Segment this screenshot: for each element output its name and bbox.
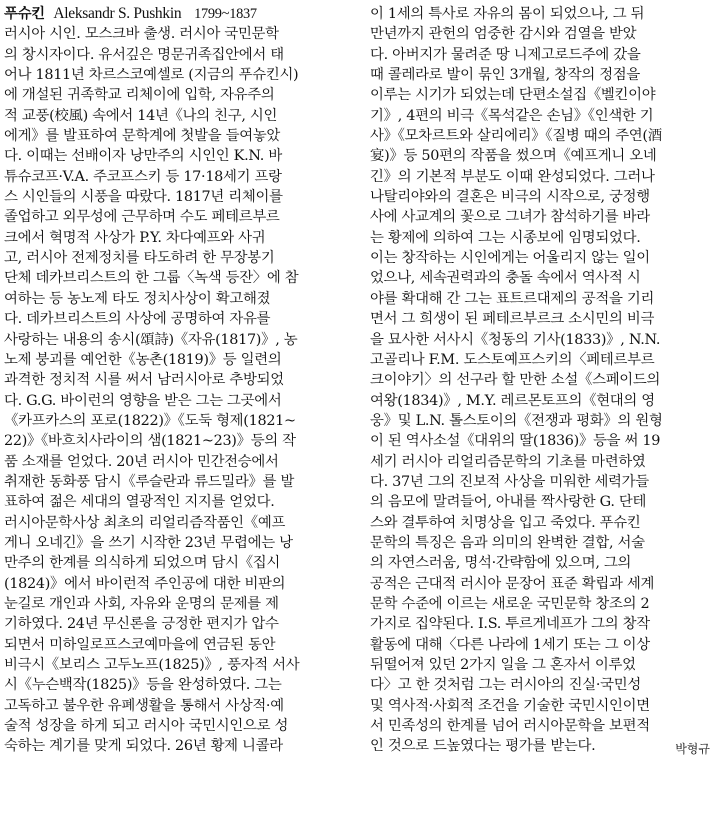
text-line: (1824)》에서 바이런적 주인공에 대한 비판의 [4, 575, 286, 592]
text-line: 다. 아버지가 물려준 땅 니제고로드주에 갔을 [370, 46, 641, 63]
text-line: 여하는 등 농노제 타도 정치사상이 확고해졌 [4, 290, 271, 307]
text-line: 고독하고 불우한 유폐생활을 통해서 사상적·예 [4, 697, 284, 714]
text-line: 만년까지 관헌의 엄중한 감시와 검열을 받았 [370, 26, 637, 43]
text-line: 에 개설된 귀족학교 리체이에 입학, 자유주의 [4, 87, 275, 104]
author-byline: 박형규 [675, 742, 710, 757]
text-line: 문학의 특징은 음과 의미의 완벽한 결합, 서술 [370, 534, 645, 551]
text-line: 이루는 시기가 되었는데 단편소설집《벨킨이야 [370, 87, 656, 104]
text-line: 크이야기〉의 선구라 할 만한 소설《스페이드의 [370, 372, 661, 389]
text-line: 술적 성장을 하게 되고 러시아 국민시인으로 성 [4, 718, 289, 735]
text-line: 적 교풍(校風) 속에서 14년《나의 친구, 시인 [4, 107, 278, 124]
text-line: 숙하는 계기를 맞게 되었다. 26년 황제 니콜라 [4, 738, 283, 755]
text-line: 가지로 집약된다. I.S. 투르게네프가 그의 창작 [370, 616, 650, 633]
text-line: 비극시《보리스 고두노프(1825)》, 풍자적 서사 [4, 657, 300, 673]
text-line: 졸업하고 외무성에 근무하며 수도 페테르부르 [4, 209, 280, 226]
text-line: 을 묘사한 서사시《청동의 기사(1833)》, N.N. [370, 331, 661, 348]
text-line: 러시아 시인. 모스크바 출생. 러시아 국민문학 [4, 26, 279, 43]
text-line: 활동에 대해〈다른 나라에 1세기 또는 그 이상 [370, 636, 650, 653]
text-line: 서 민족성의 한계를 넘어 러시아문학을 보편적 [370, 718, 650, 735]
text-line: 품 소재를 얻었다. 20년 러시아 민간전승에서 [4, 453, 279, 470]
text-line: 다. 37년 그의 진보적 사상을 미워한 세력가들 [370, 473, 649, 490]
text-line: 및 역사적·사회적 조건을 기술한 국민시인이면 [370, 697, 650, 714]
text-line: 스 시인들의 시풍을 따랐다. 1817년 리체이를 [4, 189, 283, 206]
right-column-body [370, 4, 720, 757]
text-line: 되면서 미하일로프스코예마을에 연금된 동안 [4, 636, 276, 653]
text-line: 고, 러시아 전제정치를 타도하려 한 무장봉기 [4, 250, 275, 267]
author-name-english: Aleksandr S. Pushkin [53, 5, 182, 22]
text-line: 공적은 근대적 러시아 문장어 표준 확립과 세계 [370, 575, 655, 592]
text-line: 문학 수준에 이르는 새로운 국민문학 창조의 2 [370, 595, 650, 612]
text-line: 뒤떨어져 있던 2가지 일을 그 혼자서 이루었 [370, 657, 636, 673]
text-line: 다. 데카브리스트의 사상에 공명하여 자유를 [4, 311, 271, 328]
text-line: 사에 사교계의 꽃으로 그녀가 참석하기를 바라 [370, 209, 650, 226]
text-line: 사랑하는 내용의 송시(頌詩)《자유(1817)》, 농 [4, 331, 298, 348]
text-line: 시《누슨백작(1825)》등을 완성하였다. 그는 [4, 677, 282, 694]
right-column [370, 4, 720, 757]
text-line: 세기 러시아 리얼리즘문학의 기초를 마련하였 [370, 453, 646, 470]
text-line: 기》, 4편의 비극《목석같은 손님》《인색한 기 [370, 107, 654, 124]
text-line: 이 1세의 특사로 자유의 몸이 되었으나, 그 뒤 [370, 6, 645, 22]
text-line: 22)》《바흐치사라이의 샘(1821~23)》등의 작 [4, 433, 296, 450]
text-line: 과격한 정치적 시를 써서 남러시아로 추방되었 [4, 372, 284, 389]
text-line: 이는 창작하는 시인에게는 어울리지 않는 일이 [370, 250, 650, 267]
text-line: 이 된 역사소설《대위의 딸(1836)》등을 써 19 [370, 433, 661, 450]
text-line: 기하였다. 24년 무신론을 긍정한 편지가 압수 [4, 616, 279, 633]
text-line: 만주의 한계를 의식하게 되었으며 담시《집시 [4, 555, 281, 572]
text-line: 고골리나 F.M. 도스토예프스키의〈페테르부르 [370, 351, 655, 368]
text-line: 단체 데카브리스트의 한 그룹〈녹색 등잔〉에 참 [4, 270, 299, 287]
text-line: 튜슈코프·V.A. 주코프스키 등 17·18세기 프랑 [4, 168, 282, 185]
text-line: 야를 확대해 간 그는 표트르대제의 공적을 기리 [370, 290, 655, 307]
text-line: 노제 붕괴를 예언한《농촌(1819)》등 일련의 [4, 351, 282, 368]
life-dates: 1799~1837 [194, 6, 257, 22]
text-line: 사》《모차르트와 살리에리》《질병 때의 주연(酒 [370, 128, 662, 145]
text-line: 게니 오네긴》을 쓰기 시작한 23년 무렵에는 낭 [4, 534, 293, 551]
text-line: 스와 결투하여 치명상을 입고 죽었다. 푸슈킨 [370, 514, 641, 531]
text-line: 여왕(1834)》, M.Y. 레르몬토프의《현대의 영 [370, 392, 655, 409]
text-line: 표하여 젊은 세대의 열광적인 지지를 얻었다. [4, 494, 275, 511]
text-line: 나탈리야와의 결혼은 비극의 시작으로, 궁정행 [370, 189, 650, 206]
text-line: 는 황제에 의하여 그는 시종보에 임명되었다. [370, 229, 641, 246]
entry-header-line [4, 4, 354, 24]
text-line: 의 창시자이다. 유서깊은 명문귀족집안에서 태 [4, 46, 284, 63]
text-line: 러시아문학사상 최초의 리얼리즘작품인《예프 [4, 514, 286, 531]
text-line: 宴)》등 50편의 작품을 썼으며《예프게니 오네 [370, 148, 657, 165]
text-line: 긴》의 기본적 부분도 이때 완성되었다. 그러나 [370, 168, 655, 185]
entry-headword: 푸슈킨 [4, 5, 45, 22]
left-column [4, 4, 354, 757]
text-line: 에게》를 발표하여 문학계에 첫발을 들여놓았 [4, 128, 281, 145]
text-line: 《카프카스의 포로(1822)》《도둑 형제(1821~ [4, 412, 296, 429]
text-line: 때 콜레라로 발이 묶인 3개월, 창작의 정점을 [370, 67, 641, 84]
text-line: 다. 이때는 선배이자 낭만주의 시인인 K.N. 바 [4, 148, 282, 165]
text-line: 의 자연스러움, 명석·간략함에 있으며, 그의 [370, 555, 632, 572]
left-column-body [4, 24, 354, 756]
text-line: 다. G.G. 바이런의 영향을 받은 그는 그곳에서 [4, 392, 282, 409]
text-line: 다〉고 한 것처럼 그는 러시아의 진실·국민성 [370, 677, 641, 694]
text-line: 었으나, 세속권력과의 충돌 속에서 역사적 시 [370, 270, 641, 287]
text-line: 눈길로 개인과 사회, 자유와 운명의 문제를 제 [4, 595, 279, 612]
text-line: 웅》및 L.N. 톨스토이의《전쟁과 평화》의 원형 [370, 412, 663, 429]
text-line: 의 음모에 말려들어, 아내를 짝사랑한 G. 단테 [370, 494, 647, 511]
text-line: 면서 그 희생이 된 페테르부르크 소시민의 비극 [370, 311, 655, 328]
text-line: 어나 1811년 차르스코예셀로 (지금의 푸슈킨시) [4, 67, 299, 84]
text-line: 인 것으로 드높였다는 평가를 받는다. [370, 738, 596, 755]
text-line: 취재한 동화풍 담시《루슬란과 류드밀라》를 발 [4, 473, 295, 490]
text-line: 크에서 혁명적 사상가 P.Y. 차다예프와 사귀 [4, 229, 266, 246]
